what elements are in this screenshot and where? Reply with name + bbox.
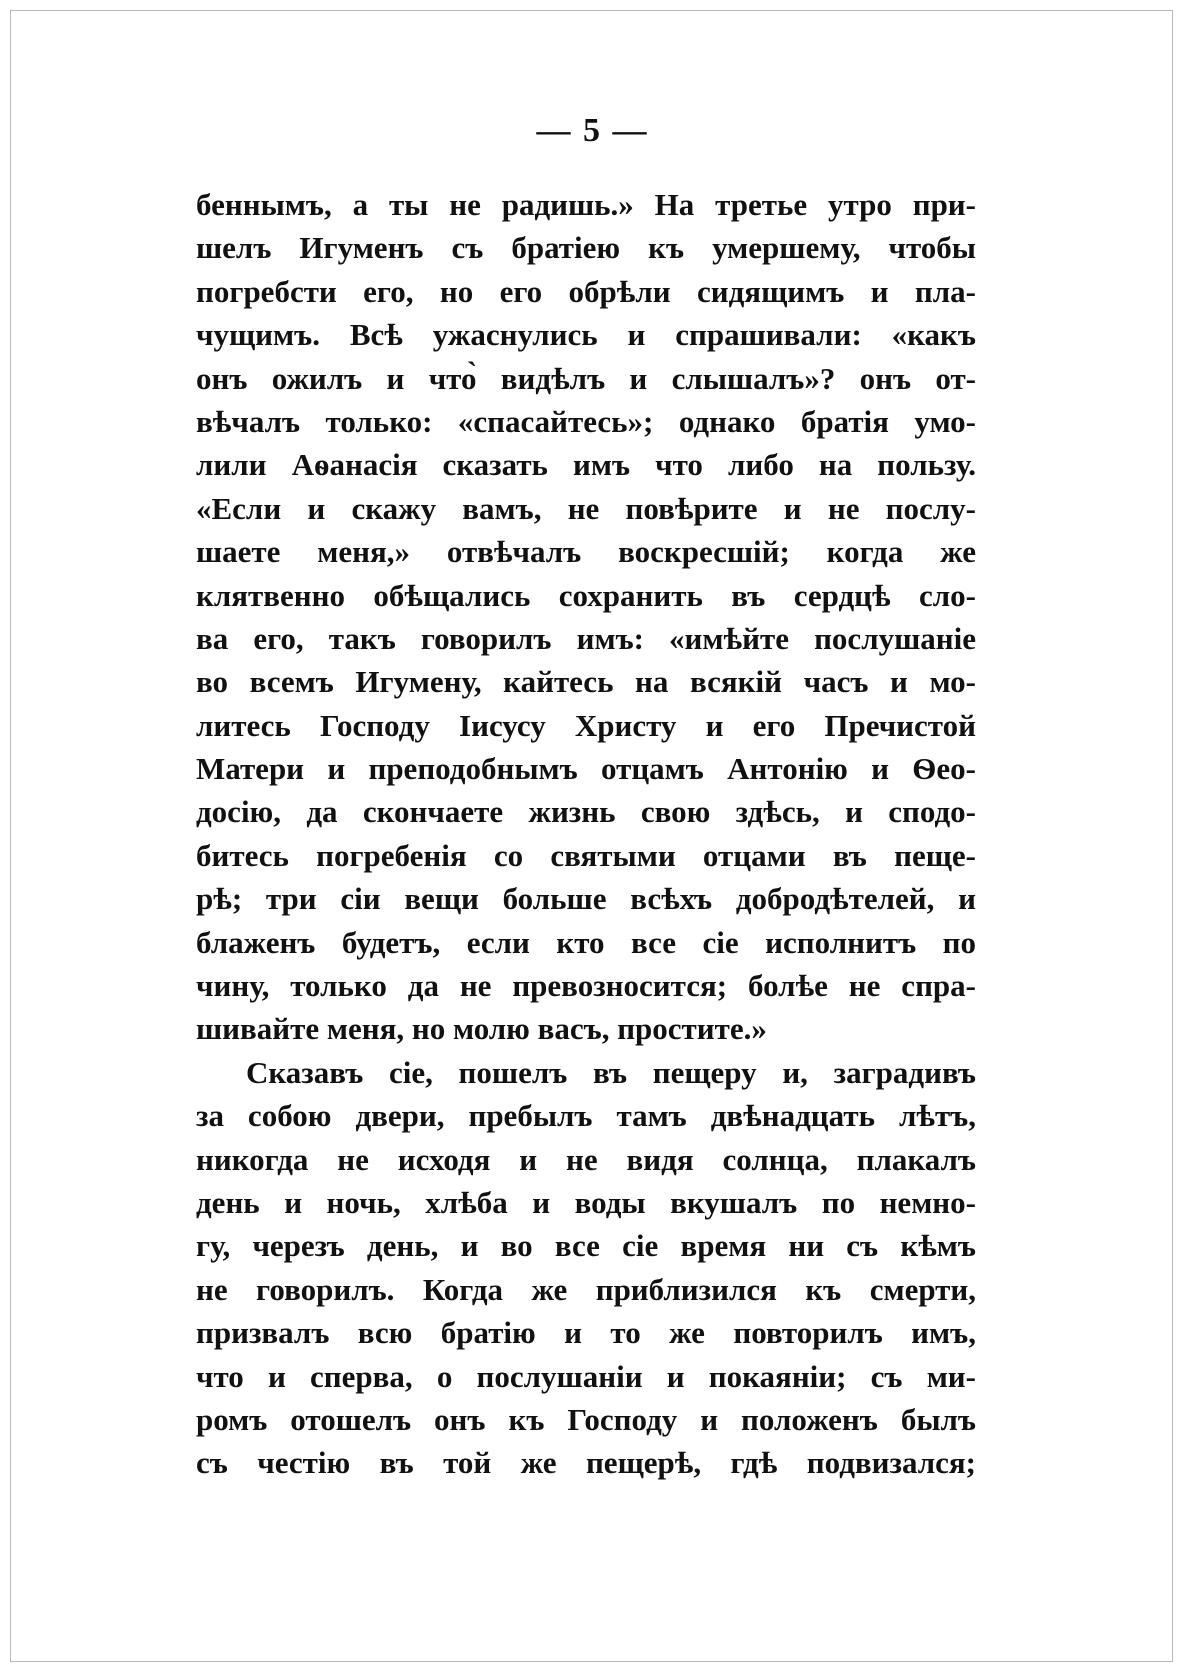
text-line: гу, черезъ день, и во все сіе время ни съ кѣмъ <box>196 1228 976 1264</box>
text-line: досію, да скончаете жизнь свою здѣсь, и сподо- <box>196 794 976 830</box>
text-line: что и сперва, о послушаніи и покаяніи; съ ми- <box>196 1358 976 1394</box>
text-line: «Если и скажу вамъ, не повѣрите и не послу- <box>196 490 976 526</box>
text-line: беннымъ, а ты не радишь.» На третье утро при- <box>196 187 976 222</box>
text-line: рѣ; три сіи вещи больше всѣхъ добродѣтелей, и <box>196 881 976 917</box>
text-line: шелъ Игуменъ съ братіею къ умершему, чтобы <box>196 230 976 266</box>
text-line: во всемъ Игумену, кайтесь на всякій часъ и мо- <box>196 664 976 700</box>
text-line: клятвенно обѣщались сохранить въ сердцѣ сло- <box>196 577 976 613</box>
text-line: день и ночь, хлѣба и воды вкушалъ по немно- <box>196 1184 976 1220</box>
text-line: онъ ожилъ и что̀ видѣлъ и слышалъ»? онъ от- <box>196 360 976 396</box>
text-line: не говорилъ. Когда же приблизился къ смерти, <box>196 1271 976 1307</box>
text-line: Матери и преподобнымъ отцамъ Антонію и Ѳео- <box>196 751 976 787</box>
text-line: никогда не исходя и не видя солнца, плакалъ <box>196 1141 976 1177</box>
text-line: битесь погребенія со святыми отцами въ пеще- <box>196 837 976 873</box>
text-line: блаженъ будетъ, если кто все сіе исполнитъ по <box>196 924 976 960</box>
text-line: призвалъ всю братію и то же повторилъ имъ, <box>196 1315 976 1351</box>
page-number: — 5 — <box>536 112 649 149</box>
text-line: за собою двери, пребылъ тамъ двѣнадцать лѣтъ, <box>196 1098 976 1134</box>
text-line: Сказавъ сіе, пошелъ въ пещеру и, заградивъ <box>246 1054 976 1090</box>
text-line: вѣчалъ только: «спасайтесь»; однако братія умо- <box>196 403 976 439</box>
body-text <box>196 183 976 1485</box>
text-line: чину, только да не превозносится; болѣе не спра- <box>196 968 976 1004</box>
text-line: литесь Господу Іисусу Христу и его Пречистой <box>196 707 976 743</box>
text-line: съ честію въ той же пещерѣ, гдѣ подвизался; <box>196 1445 976 1481</box>
text-line: ва его, такъ говорилъ имъ: «имѣйте послушаніе <box>196 620 976 656</box>
text-line: лили Аѳанасія сказать имъ что либо на пользу. <box>196 447 976 483</box>
text-line: шивайте меня, но молю васъ, простите.» <box>196 1011 767 1047</box>
text-line: погребсти его, но его обрѣли сидящимъ и пла- <box>196 273 976 309</box>
text-line: чущимъ. Всѣ ужаснулись и спрашивали: «какъ <box>196 317 976 353</box>
text-line: шаете меня,» отвѣчалъ воскресшій; когда же <box>196 534 976 570</box>
text-line: ромъ отошелъ онъ къ Господу и положенъ былъ <box>196 1401 976 1437</box>
